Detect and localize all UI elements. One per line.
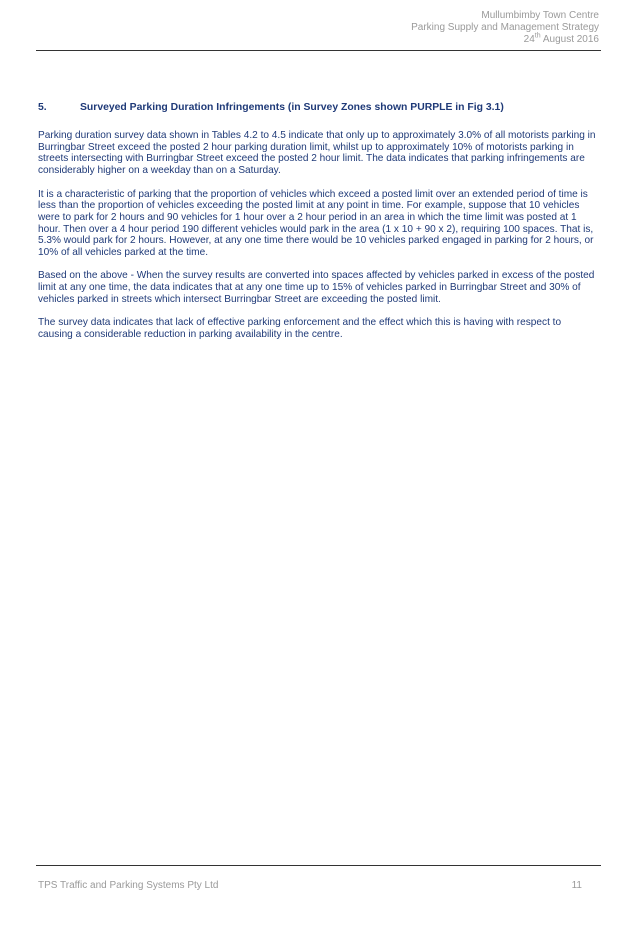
header-divider — [36, 50, 601, 51]
paragraph-2: It is a characteristic of parking that the proportion of vehicles which exceed a posted limit over an extended period of time is less than the proportion of vehicles exceeding the posted limit at any point in time. For example, suppose that 10 vehicles were to park for 2 hours and 90 vehicles for 1 hour over a 2 hour period in an area in which the time limit was posted at 1 hour. Then over a 4 hour period 190 different vehicles would park in the area (1 x 10 + 90 x 2), requiring 100 spaces. That is, 5.3% would park for 2 hours. However, at any one time there would be 10 vehicles parked engaged in parking for 2 hours, or 10% of all vehicles parked at the time. — [38, 188, 594, 259]
paragraph-4: The survey data indicates that lack of effective parking enforcement and the effect which this is having with respect to causing a considerable reduction in parking availability in the centre. — [38, 317, 562, 340]
paragraph-3: Based on the above - When the survey results are converted into spaces affected by vehicles parked in excess of the posted limit at any one time, the data indicates that at any one time up to 15% of vehicles parked in Burringbar Street and 30% of vehicles parked in streets which intersect Burringbar Street are exceeding the posted limit. — [38, 270, 595, 305]
header-date — [411, 34, 599, 46]
section-title: Surveyed Parking Duration Infringements (in Survey Zones shown PURPLE in Fig 3.1) — [80, 102, 504, 113]
header-report-title: Parking Supply and Management Strategy — [411, 22, 599, 33]
footer-company: TPS Traffic and Parking Systems Pty Ltd — [38, 880, 219, 891]
header-date-suffix: th — [534, 32, 541, 40]
page-header — [411, 10, 599, 46]
section-heading — [38, 101, 598, 114]
body-text — [38, 130, 598, 352]
paragraph-1: Parking duration survey data shown in Tables 4.2 to 4.5 indicate that only up to approximately 3.0% of all motorists parking in Burringbar Street exceed the posted 2 hour parking duration limit, whilst up to approximately 10% of motorists parking in streets intersecting with Burringbar Street exceed the posted 2 hour limit. The data indicates that parking infringements are considerably higher on a weekday than on a Saturday. — [38, 130, 596, 177]
header-date-rest: August 2016 — [540, 34, 599, 45]
header-date-day: 24 — [523, 34, 535, 45]
footer-page-number: 11 — [571, 880, 582, 891]
footer-divider — [36, 865, 601, 866]
section-number: 5. — [38, 102, 47, 113]
header-project-title: Mullumbimby Town Centre — [481, 10, 599, 21]
